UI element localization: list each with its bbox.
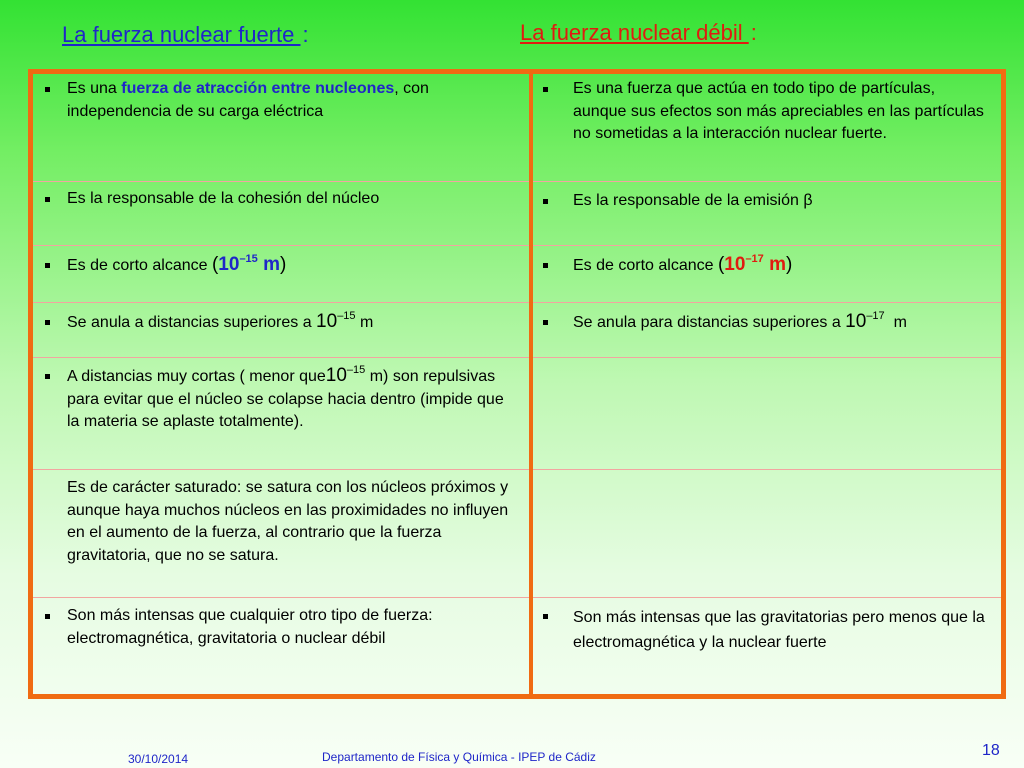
paren: ) xyxy=(785,254,793,275)
title-strong-force-colon: : xyxy=(302,22,309,47)
bullet-icon xyxy=(45,614,50,619)
strong-cell xyxy=(33,74,529,181)
bullet-icon xyxy=(543,199,548,204)
bullet-icon xyxy=(543,320,548,325)
comparison-table xyxy=(28,69,1006,699)
strong-cell xyxy=(33,246,529,303)
title-weak-force xyxy=(520,20,757,46)
strong-cell xyxy=(33,598,529,695)
table-row xyxy=(33,469,1001,598)
cell-text: Son más intensas que las gravitatorias pero menos que la electromagnética y la nuclear fuerte xyxy=(573,609,985,651)
paren: ( xyxy=(717,254,725,275)
cell-text: m) son repulsivas para evitar que el núcleo se colapse hacia dentro (impide que la materia se aplaste totalmente). xyxy=(67,368,504,430)
bullet-icon xyxy=(45,263,50,268)
range-base: 10 xyxy=(724,254,746,275)
cell-text: Se anula a distancias superiores a xyxy=(67,314,317,331)
range-exponent: –15 xyxy=(239,253,258,265)
distance-base: 10 xyxy=(325,365,347,386)
strong-cell xyxy=(33,182,529,246)
bullet-icon xyxy=(45,197,50,202)
weak-cell xyxy=(533,74,1001,181)
range-exponent: –17 xyxy=(745,253,764,265)
cell-text: , con independencia de su carga eléctrica xyxy=(67,80,429,120)
table-row xyxy=(33,302,1001,358)
cell-highlight: fuerza de atracción entre nucleones xyxy=(121,80,395,97)
distance-exponent: –15 xyxy=(346,364,366,376)
cell-text: Es la responsable de la cohesión del núcleo xyxy=(67,190,380,207)
column-divider xyxy=(529,74,533,694)
weak-cell-empty xyxy=(533,358,1001,470)
bullet-icon xyxy=(45,320,50,325)
weak-cell xyxy=(533,246,1001,303)
weak-cell-empty xyxy=(533,470,1001,598)
cell-text: Es la responsable de la emisión β xyxy=(573,192,813,209)
distance-base: 10 xyxy=(845,311,867,332)
paren: ( xyxy=(211,254,219,275)
cell-text: Es de carácter saturado: se satura con los núcleos próximos y aunque haya muchos núcleos en las proximidades no influyen en el aumento de la fuerza, al contrario que la fuerza gravitatoria, que no se satura. xyxy=(67,479,509,564)
range-value xyxy=(218,254,280,275)
bullet-icon xyxy=(543,263,548,268)
title-strong-force-text: La fuerza nuclear fuerte xyxy=(62,22,301,47)
bullet-icon xyxy=(543,614,548,619)
paren: ) xyxy=(279,254,287,275)
footer-date: 30/10/2014 xyxy=(128,752,189,766)
title-strong-force xyxy=(62,22,309,48)
cell-text: m xyxy=(884,314,907,331)
title-weak-force-text: La fuerza nuclear débil xyxy=(520,20,749,45)
slide-number: 18 xyxy=(982,742,1000,759)
table-row xyxy=(33,245,1001,303)
distance-base: 10 xyxy=(316,311,338,332)
table-row xyxy=(33,74,1001,181)
bullet-icon xyxy=(45,374,50,379)
cell-text: Es de corto alcance xyxy=(573,257,718,274)
cell-text: Se anula para distancias superiores a xyxy=(573,314,846,331)
strong-cell xyxy=(33,303,529,358)
weak-cell xyxy=(533,598,1001,695)
bullet-icon xyxy=(45,87,50,92)
weak-cell xyxy=(533,182,1001,246)
range-unit: m xyxy=(257,254,280,275)
footer-department: Departamento de Física y Química - IPEP de Cádiz xyxy=(322,750,596,764)
cell-text: Es una fuerza que actúa en todo tipo de partículas, aunque sus efectos son más apreciables en las partículas no sometidas a la interacción nuclear fuerte. xyxy=(573,80,984,142)
table-row xyxy=(33,597,1001,695)
strong-cell xyxy=(33,358,529,470)
weak-cell xyxy=(533,303,1001,358)
range-value xyxy=(724,254,786,275)
range-unit: m xyxy=(763,254,786,275)
cell-text: Es una xyxy=(67,80,122,97)
cell-text: Son más intensas que cualquier otro tipo de fuerza: electromagnética, gravitatoria o nuclear débil xyxy=(67,607,433,647)
strong-cell xyxy=(33,470,529,598)
cell-text: m xyxy=(355,314,374,331)
title-weak-force-colon: : xyxy=(750,20,757,45)
distance-exponent: –17 xyxy=(866,310,885,322)
table-row xyxy=(33,357,1001,470)
cell-text: A distancias muy cortas ( menor que xyxy=(67,368,326,385)
distance-exponent: –15 xyxy=(337,310,356,322)
table-row xyxy=(33,181,1001,246)
range-base: 10 xyxy=(218,254,240,275)
cell-text: Es de corto alcance xyxy=(67,257,212,274)
bullet-icon xyxy=(543,87,548,92)
